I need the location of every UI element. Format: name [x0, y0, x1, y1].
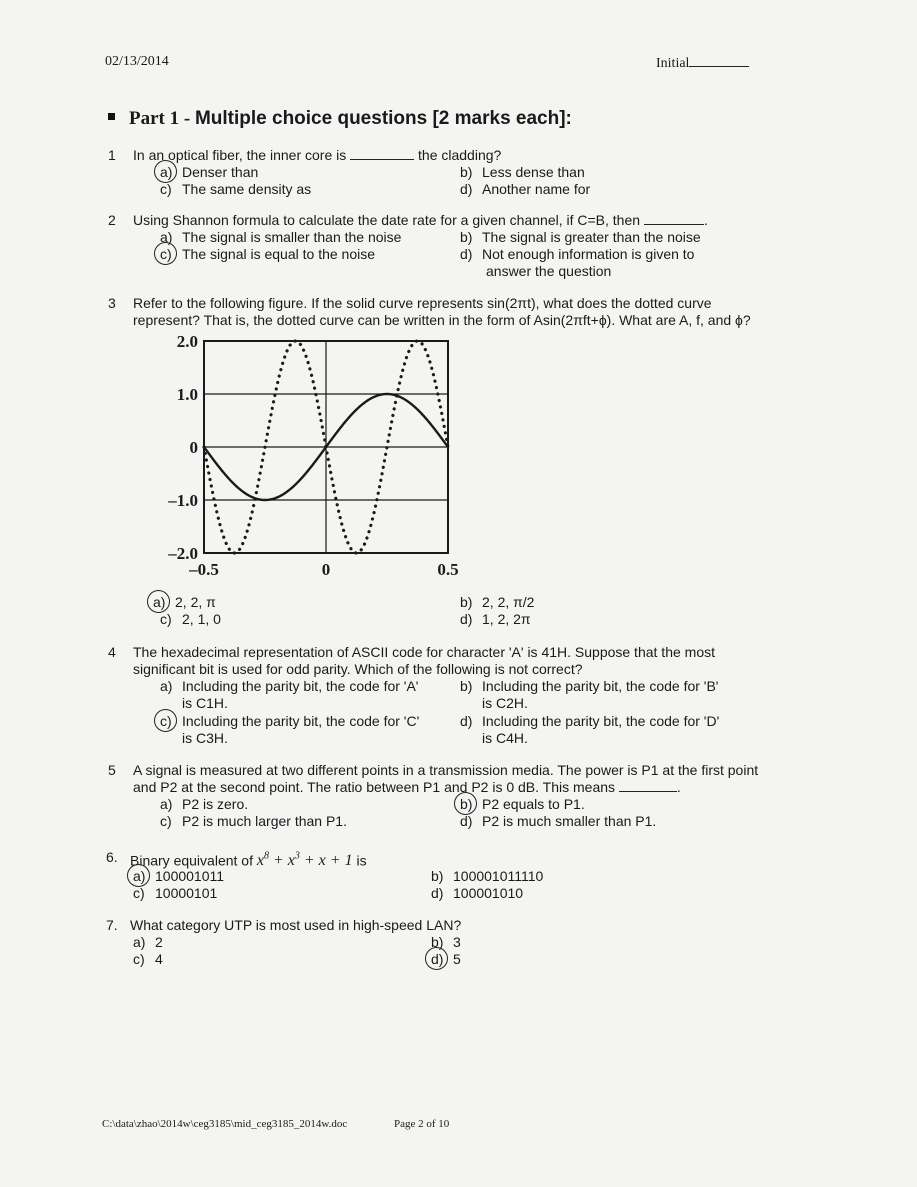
q3-option-c [160, 611, 221, 627]
q7-letter-a: a) [133, 934, 146, 950]
q5-letter-b-circled: b) [460, 796, 482, 812]
q1-letter-a-circled: a) [160, 164, 182, 180]
q1-c-text: The same density as [182, 181, 312, 197]
q4-option-b [460, 678, 718, 694]
q3-a-text: 2, 2, π [175, 594, 216, 610]
q4-c-text-1: Including the parity bit, the code for 'C' [182, 713, 420, 729]
q4-line1: The hexadecimal representation of ASCII code for character 'A' is 41H. Suppose that the most [133, 644, 715, 660]
q6-d-text: 100001010 [453, 885, 524, 901]
initial-label: Initial [656, 56, 690, 71]
q1-blank [350, 147, 414, 160]
q2-text: Using Shannon formula to calculate the date rate for a given channel, if C=B, then . [133, 212, 708, 228]
q3-option-d [460, 611, 531, 627]
q6-c-text: 10000101 [155, 885, 218, 901]
q5-line1: A signal is measured at two different points in a transmission media. The power is P1 at the first point [133, 762, 759, 778]
q7-option-a [133, 934, 163, 950]
part-title: Multiple choice questions [2 marks each]: [194, 108, 572, 129]
q6-tail: + x + 1 [299, 852, 353, 870]
q7-a-text: 2 [155, 934, 163, 950]
bullet-icon [108, 113, 115, 120]
q6-is: is [356, 852, 367, 869]
q6-letter-a-circled: a) [133, 868, 155, 884]
x-tick-label: 0 [321, 560, 331, 579]
q6-polynomial [257, 852, 353, 869]
q4-option-d-cont: is C4H. [482, 730, 528, 746]
q4-line2: significant bit is used for odd parity. Which of the following is not correct? [133, 661, 583, 677]
q4-option-d [460, 713, 719, 729]
q1-letter-b: b) [460, 164, 473, 180]
q6-letter-d: d) [431, 885, 444, 901]
q6-plus: + [268, 852, 288, 870]
q6-option-b [431, 868, 543, 884]
q7-letter-d-circled: d) [431, 951, 453, 967]
q3-d-text: 1, 2, 2π [482, 611, 531, 627]
q2-c-text: The signal is equal to the noise [182, 246, 376, 262]
x-tick-label: 0.5 [437, 560, 459, 579]
q2-blank [644, 212, 704, 225]
q4-letter-b: b) [460, 678, 473, 694]
q7-text: What category UTP is most used in high-speed LAN? [130, 917, 462, 933]
q2-option-d-cont: answer the question [486, 263, 612, 279]
q2-text-body: Using Shannon formula to calculate the date rate for a given channel, if C=B, then [133, 212, 641, 228]
q3-letter-d: d) [460, 611, 473, 627]
header-date: 02/13/2014 [105, 54, 169, 69]
q5-option-a [160, 796, 248, 812]
q1-option-c [160, 181, 311, 197]
q5-option-c [160, 813, 347, 829]
q5-line2: and P2 at the second point. The ratio between P1 and P2 is 0 dB. This means . [133, 779, 681, 795]
q2-option-a [160, 229, 401, 245]
y-tick-label: 1.0 [176, 385, 198, 404]
q6-option-d [431, 885, 523, 901]
q3-number: 3 [108, 295, 116, 311]
q1-number: 1 [108, 147, 116, 163]
q7-number: 7. [106, 917, 118, 933]
q4-letter-a: a) [160, 678, 173, 694]
q1-a-text: Denser than [182, 164, 259, 180]
q1-letter-d: d) [460, 181, 473, 197]
q2-option-c [160, 246, 375, 262]
q2-b-text: The signal is greater than the noise [482, 229, 701, 245]
q5-b-text: P2 equals to P1. [482, 796, 585, 812]
q6-letter-c: c) [133, 885, 145, 901]
part-heading [108, 108, 572, 130]
q5-d-text: P2 is much smaller than P1. [482, 813, 657, 829]
q7-letter-b: b) [431, 934, 444, 950]
footer-page: Page 2 of 10 [394, 1118, 450, 1130]
q4-number: 4 [108, 644, 116, 660]
q6-power-8: 8 [263, 851, 269, 862]
q3-line2: represent? That is, the dotted curve can be written in the form of Asin(2πft+ϕ). What are A, f, and ϕ? [133, 312, 751, 328]
q6-option-a [133, 868, 224, 884]
x-tick-label: –0.5 [189, 560, 219, 579]
q6-power-3: 3 [294, 851, 300, 862]
q5-line2-text: and P2 at the second point. The ratio between P1 and P2 is 0 dB. This means [133, 779, 616, 795]
q2-letter-d: d) [460, 246, 473, 262]
q4-option-c-cont: is C3H. [182, 730, 228, 746]
part-label: Part 1 - [129, 108, 195, 129]
q7-letter-c: c) [133, 951, 145, 967]
q4-option-b-cont: is C2H. [482, 695, 528, 711]
q5-letter-d: d) [460, 813, 473, 829]
q2-d-text-1: Not enough information is given to [482, 246, 695, 262]
q5-letter-c: c) [160, 813, 172, 829]
q6-number: 6. [106, 849, 118, 865]
q5-option-d [460, 813, 656, 829]
q6-x2: x [287, 852, 295, 870]
q7-d-text: 5 [453, 951, 461, 967]
q5-blank [619, 779, 677, 792]
q6-a-text: 100001011 [155, 868, 225, 884]
q2-letter-c-circled: c) [160, 246, 182, 262]
q4-a-text-1: Including the parity bit, the code for 'A' [182, 678, 419, 694]
q7-option-d [431, 951, 461, 967]
q1-text [133, 147, 501, 163]
q6-b-text: 100001011110 [453, 868, 544, 884]
q1-text-a: In an optical fiber, the inner core is [133, 147, 347, 163]
y-tick-label: –1.0 [168, 491, 198, 510]
q3-c-text: 2, 1, 0 [182, 611, 221, 627]
q5-a-text: P2 is zero. [182, 796, 249, 812]
q3-sine-figure [140, 336, 480, 586]
footer-path: C:\data\zhao\2014w\ceg3185\mid_ceg3185_2014w.doc [102, 1118, 348, 1130]
q4-b-text-1: Including the parity bit, the code for 'B' [482, 678, 719, 694]
q1-d-text: Another name for [482, 181, 591, 197]
q4-option-c [160, 713, 419, 729]
q3-line1: Refer to the following figure. If the solid curve represents sin(2πt), what does the dotted curve [133, 295, 712, 311]
q2-letter-a: a) [160, 229, 173, 245]
q6-option-c [133, 885, 217, 901]
q3-letter-c: c) [160, 611, 172, 627]
initial-blank [689, 54, 749, 67]
q3-letter-b: b) [460, 594, 473, 610]
q1-option-b [460, 164, 585, 180]
y-tick-label: 2.0 [176, 336, 198, 351]
q7-c-text: 4 [155, 951, 163, 967]
q5-option-b [460, 796, 585, 812]
q4-letter-c-circled: c) [160, 713, 182, 729]
q4-letter-d: d) [460, 713, 473, 729]
q7-option-c [133, 951, 163, 967]
q3-b-text: 2, 2, π/2 [482, 594, 535, 610]
y-tick-label: 0 [189, 438, 198, 457]
figure-x-ticks [188, 560, 459, 579]
q1-option-d [460, 181, 590, 197]
q4-d-text-1: Including the parity bit, the code for 'D' [482, 713, 720, 729]
q3-option-a [153, 594, 216, 610]
q2-letter-b: b) [460, 229, 473, 245]
figure-y-ticks [167, 336, 198, 563]
q1-b-text: Less dense than [482, 164, 585, 180]
q2-option-b [460, 229, 701, 245]
q6-x: x [256, 852, 264, 870]
q3-option-b [460, 594, 534, 610]
q1-letter-c: c) [160, 181, 172, 197]
q1-text-b: the cladding? [418, 147, 502, 163]
q5-number: 5 [108, 762, 116, 778]
header-initial [656, 54, 749, 72]
q6-text-body: Binary equivalent of [130, 852, 253, 869]
q5-letter-a: a) [160, 796, 173, 812]
q2-number: 2 [108, 212, 116, 228]
q7-b-text: 3 [453, 934, 461, 950]
q1-option-a [160, 164, 258, 180]
q4-option-a-cont: is C1H. [182, 695, 228, 711]
q2-a-text: The signal is smaller than the noise [182, 229, 402, 245]
q3-letter-a-circled: a) [153, 594, 175, 610]
q5-c-text: P2 is much larger than P1. [182, 813, 347, 829]
y-tick-label: –2.0 [168, 544, 198, 563]
q4-option-a [160, 678, 418, 694]
q6-letter-b: b) [431, 868, 444, 884]
q2-option-d [460, 246, 694, 262]
